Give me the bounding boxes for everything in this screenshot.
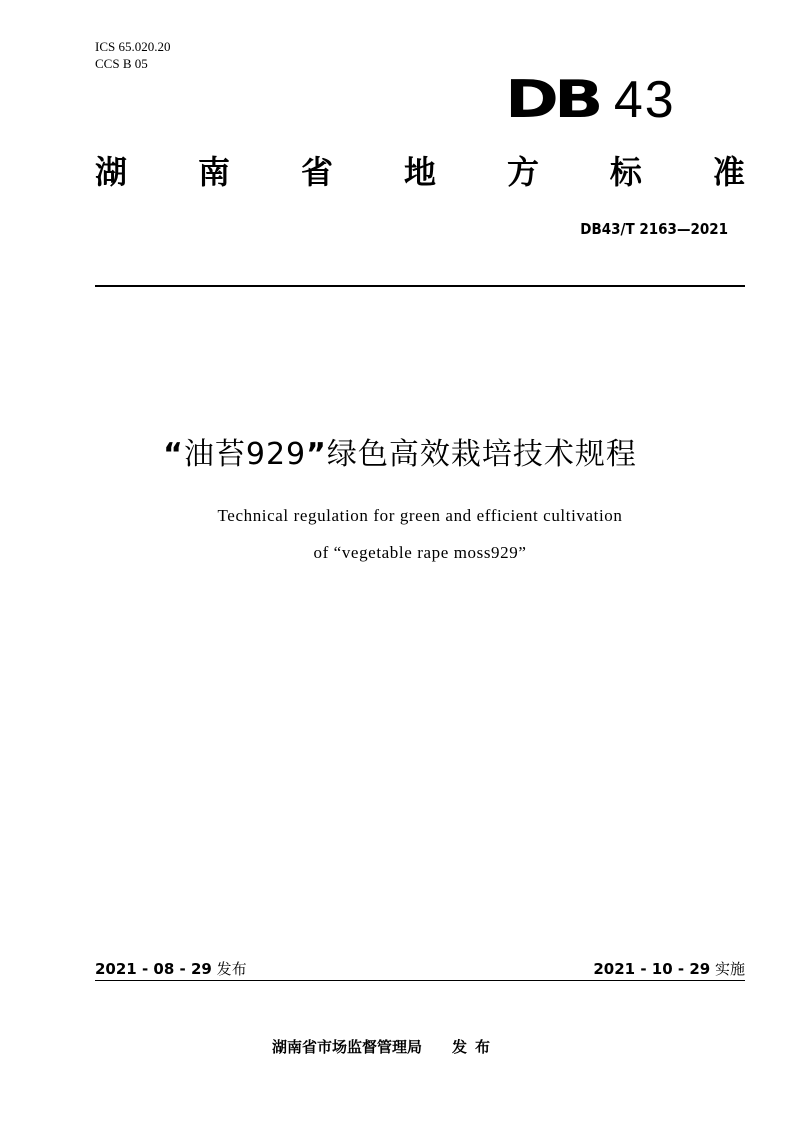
english-title-line-2: of “vegetable rape moss929” xyxy=(313,543,527,562)
issue-label: 发布 xyxy=(216,959,247,978)
issue-date-block xyxy=(95,958,247,979)
standard-type-char: 省 xyxy=(300,153,333,191)
standard-code: DB43/T 2163—2021 xyxy=(580,220,728,238)
ccs-code: CCS B 05 xyxy=(95,56,148,71)
english-title-line-1: Technical regulation for green and efficient cultivation xyxy=(217,506,623,525)
document-title xyxy=(0,435,800,475)
standard-type-char: 方 xyxy=(506,153,539,191)
standard-type-char: 标 xyxy=(609,153,642,191)
ics-code: ICS 65.020.20 xyxy=(95,39,171,54)
implement-date: 2021 - 10 - 29 xyxy=(593,959,711,978)
issuer-line xyxy=(272,1036,498,1057)
issuer-verb: 发布 xyxy=(452,1038,499,1056)
title-open-quote: “ xyxy=(163,437,184,472)
implement-date-block xyxy=(593,958,745,979)
footer-divider xyxy=(95,980,745,981)
logo-letters: DB xyxy=(505,70,599,130)
date-row xyxy=(95,956,745,980)
logo-number: 43 xyxy=(613,71,676,129)
implement-label: 实施 xyxy=(714,959,745,978)
classification-codes xyxy=(95,38,170,72)
issue-date: 2021 - 08 - 29 xyxy=(95,959,212,978)
standard-type-char: 地 xyxy=(403,153,436,191)
standard-type-char: 南 xyxy=(197,153,230,191)
title-variety-name: 油苔929 xyxy=(183,437,307,472)
issuer-name: 湖南省市场监督管理局 xyxy=(272,1038,423,1056)
standard-type-char: 湖 xyxy=(95,153,128,191)
db43-logo xyxy=(505,70,690,130)
title-rest: 绿色高效栽培技术规程 xyxy=(326,437,637,472)
header-divider xyxy=(95,285,745,287)
standard-type-char: 准 xyxy=(712,153,745,191)
standard-type-title xyxy=(95,150,745,194)
title-close-quote: ” xyxy=(306,437,327,472)
